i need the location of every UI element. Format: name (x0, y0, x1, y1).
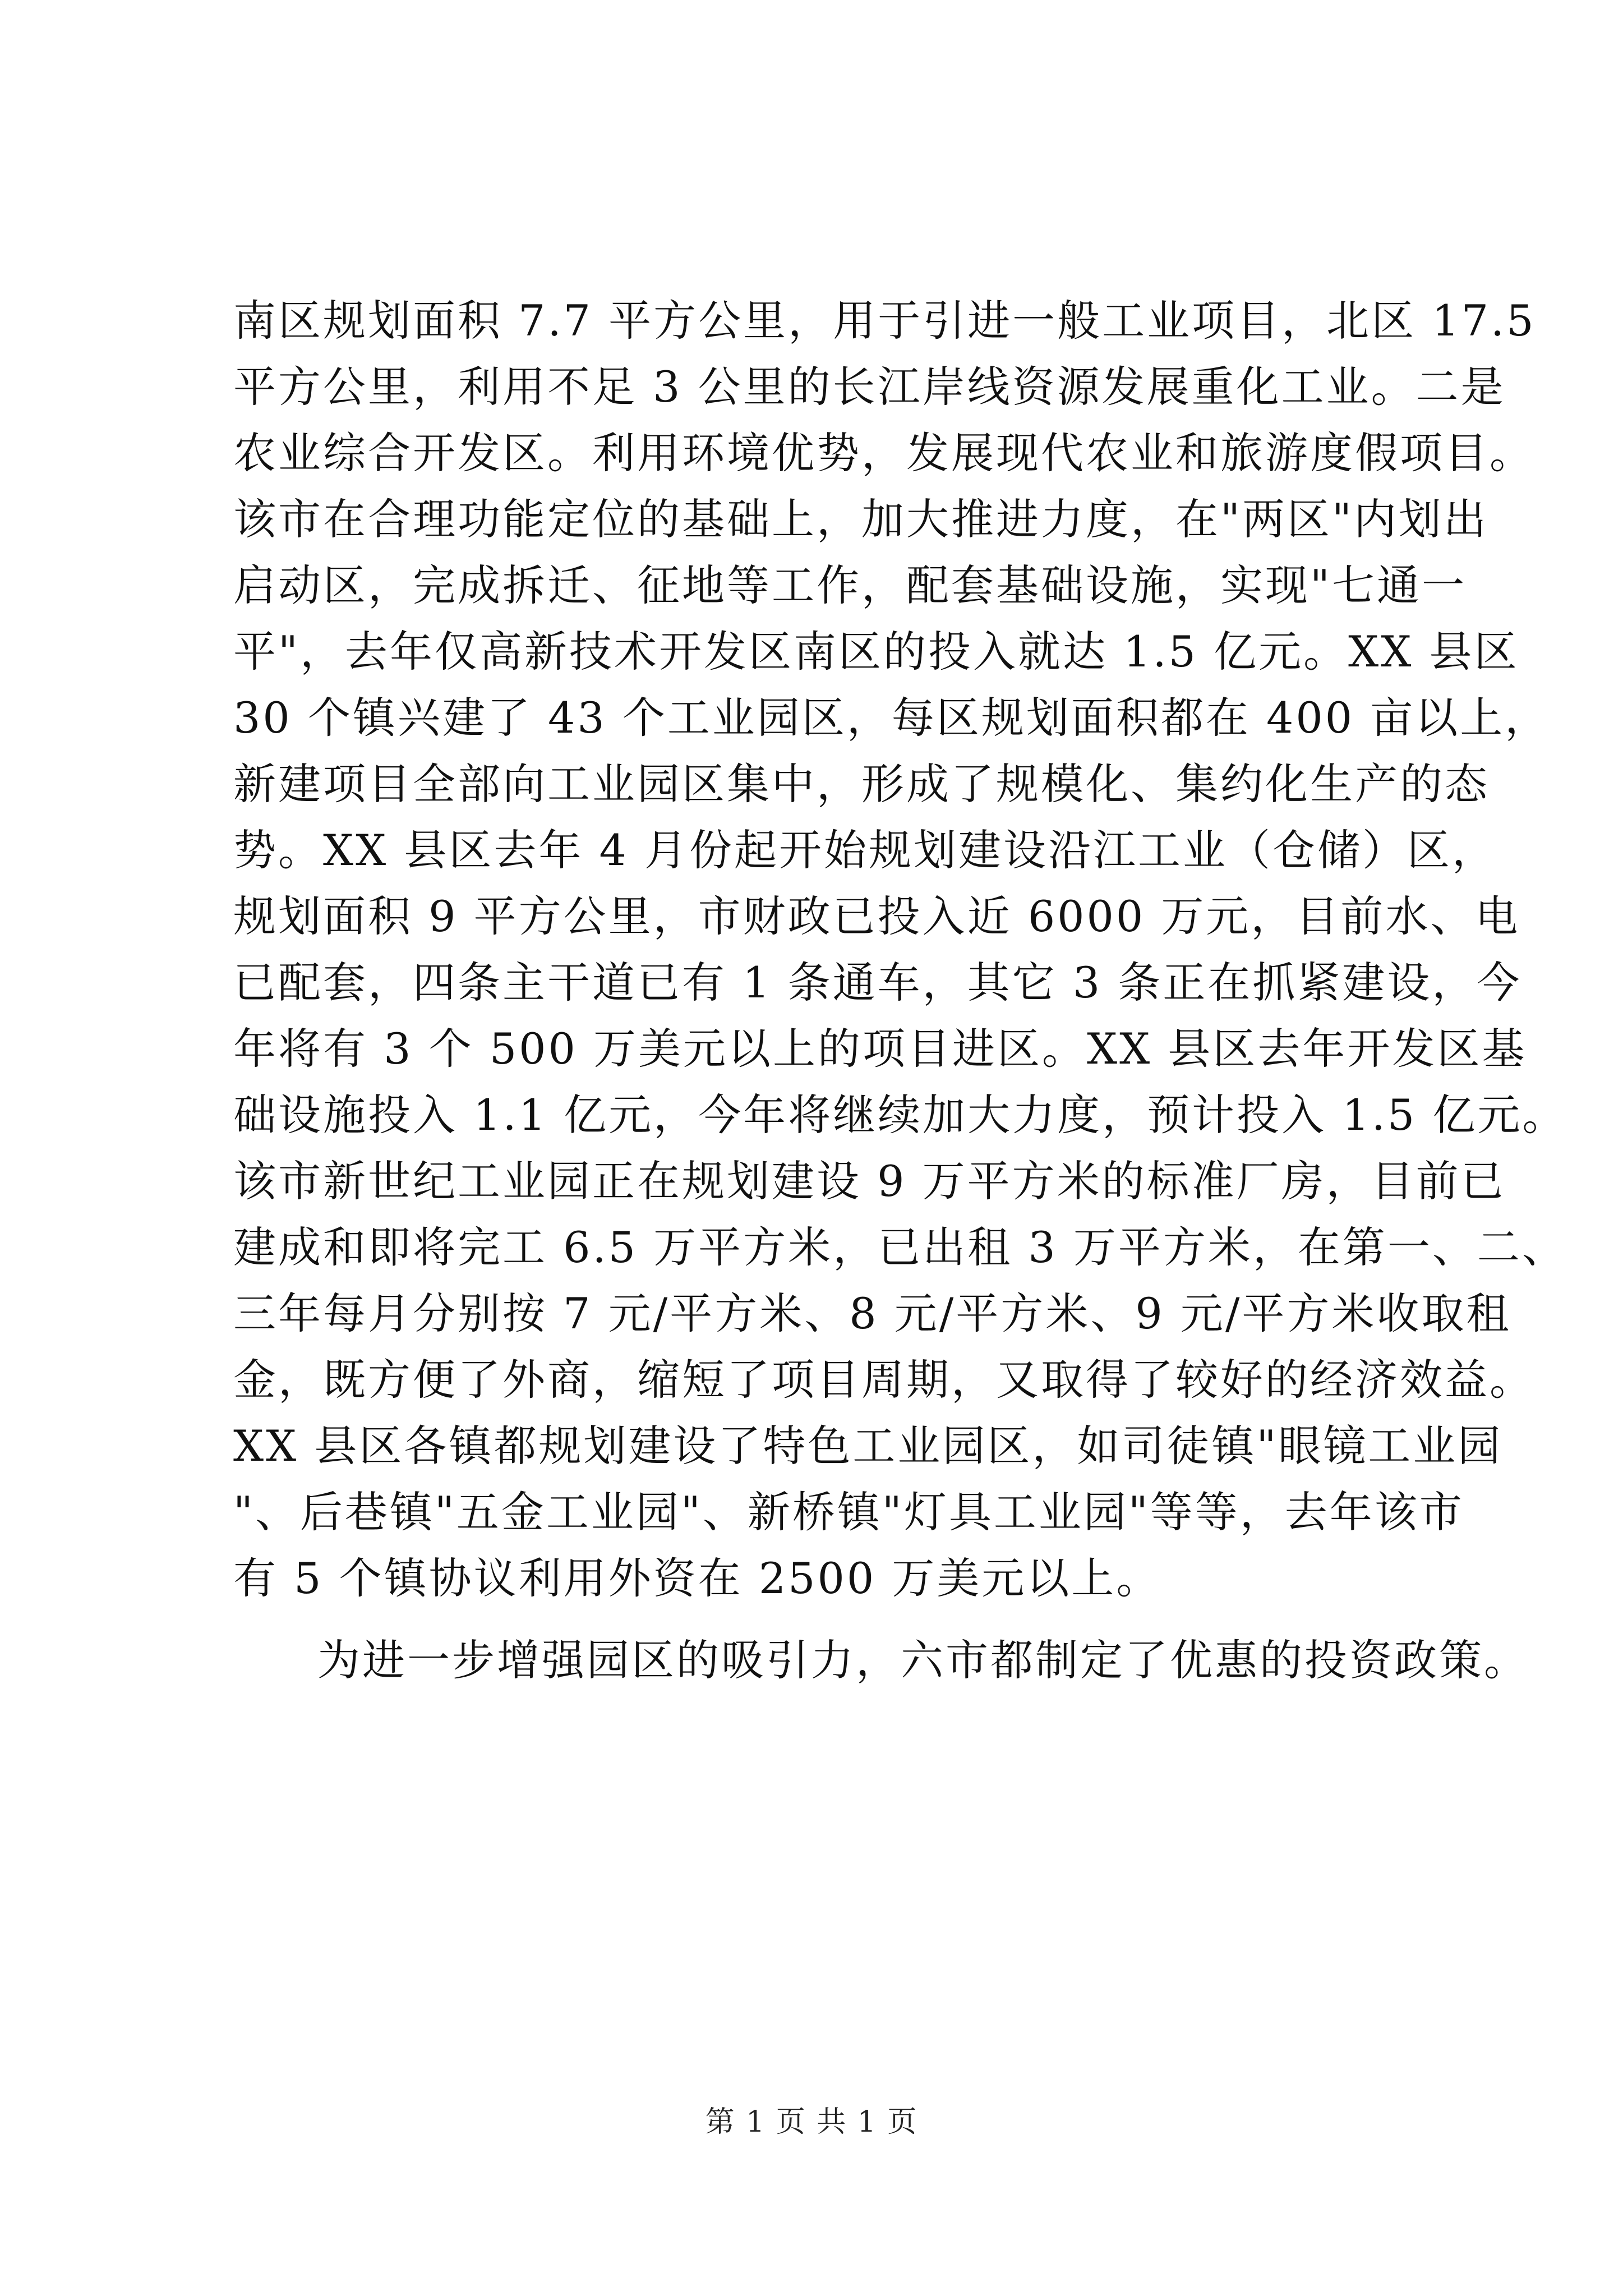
page-footer (0, 2102, 1623, 2142)
text-line: "、后巷镇"五金工业园"、新桥镇"灯具工业园"等等，去年该市 (233, 1487, 1464, 1537)
paragraph-1 (233, 288, 1567, 1612)
text-line: 有 5 个镇协议利用外资在 2500 万美元以上。 (233, 1553, 1161, 1603)
text-line: 平"，去年仅高新技术开发区南区的投入就达 1.5 亿元。XX 县区 (233, 627, 1519, 677)
page-number-label: 第 1 页 共 1 页 (705, 2105, 918, 2139)
text-line: 农业综合开发区。利用环境优势，发展现代农业和旅游度假项目。 (233, 428, 1534, 478)
text-line: 三年每月分别按 7 元/平方米、8 元/平方米、9 元/平方米收取租 (233, 1289, 1511, 1338)
text-line: 新建项目全部向工业园区集中，形成了规模化、集约化生产的态 (233, 759, 1490, 809)
text-line: 势。XX 县区去年 4 月份起开始规划建设沿江工业（仓储）区， (233, 825, 1497, 875)
text-line: 年将有 3 个 500 万美元以上的项目进区。XX 县区去年开发区基 (233, 1024, 1527, 1074)
text-line: 础设施投入 1.1 亿元，今年将继续加大力度，预计投入 1.5 亿元。 (233, 1090, 1567, 1140)
text-line: 平方公里，利用不足 3 公里的长江岸线资源发展重化工业。二是 (233, 362, 1506, 412)
text-line: 该市新世纪工业园正在规划建设 9 万平方米的标准厂房，目前已 (233, 1156, 1506, 1206)
paragraph-2 (233, 1627, 1529, 1694)
text-line: 规划面积 9 平方公里，市财政已投入近 6000 万元，目前水、电 (233, 891, 1520, 941)
text-line: 该市在合理功能定位的基础上，加大推进力度，在"两区"内划出 (233, 494, 1488, 544)
text-line: XX 县区各镇都规划建设了特色工业园区，如司徒镇"眼镜工业园 (233, 1421, 1503, 1471)
text-line: 为进一步增强园区的吸引力，六市都制定了优惠的投资政策。 (317, 1635, 1529, 1685)
text-line: 启动区，完成拆迁、征地等工作，配套基础设施，实现"七通一 (233, 560, 1467, 610)
text-line: 30 个镇兴建了 43 个工业园区，每区规划面积都在 400 亩以上， (233, 693, 1550, 743)
text-line: 金，既方便了外商，缩短了项目周期，又取得了较好的经济效益。 (233, 1355, 1534, 1405)
text-line: 已配套，四条主干道已有 1 条通车，其它 3 条正在抓紧建设，今 (233, 958, 1522, 1007)
text-line: 南区规划面积 7.7 平方公里，用于引进一般工业项目，北区 17.5 (233, 296, 1536, 346)
text-line: 建成和即将完工 6.5 万平方米，已出租 3 万平方米，在第一、二、 (233, 1222, 1567, 1272)
document-body (233, 288, 1567, 1694)
